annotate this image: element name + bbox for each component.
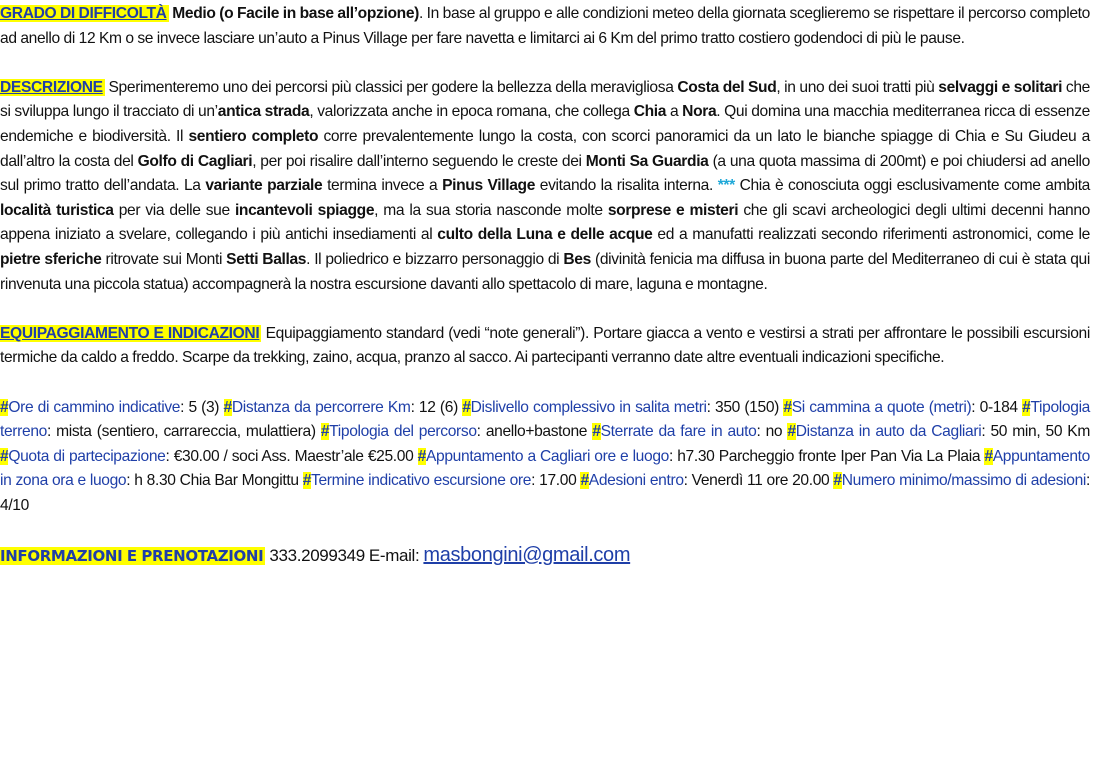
detail-value: : no <box>756 423 788 441</box>
description-stars: *** <box>717 177 735 195</box>
description-text: corre prevalentemente lungo la costa, con scorci panoramici da un lato le bianche spiagge di Chia e Su Giudeu a dall’altro la costa del <box>0 127 1090 170</box>
hash-marker: # <box>223 398 232 416</box>
description-text: a <box>666 103 683 121</box>
description-text: , per poi risalire dall’interno seguendo le creste dei <box>252 152 586 170</box>
info-paragraph <box>0 543 1090 569</box>
detail-label: Numero minimo/massimo di adesioni <box>841 472 1087 490</box>
detail-value: : 50 min, 50 Km <box>981 423 1090 441</box>
description-bold: sentiero completo <box>188 127 319 145</box>
hash-marker: # <box>833 472 842 490</box>
description-body <box>0 79 1090 293</box>
hash-marker: # <box>0 447 9 465</box>
description-text: per via delle sue <box>113 201 235 219</box>
hash-marker: # <box>787 423 796 441</box>
description-paragraph <box>0 76 1090 297</box>
hash-marker: # <box>783 398 792 416</box>
hash-marker: # <box>417 447 426 465</box>
detail-label: Appuntamento a Cagliari ore e luogo <box>425 447 669 465</box>
info-phone: 333.2099349 E-mail: <box>265 546 424 566</box>
description-text: . Il poliedrico e bizzarro personaggio di <box>306 250 564 268</box>
detail-value: : 17.00 <box>531 472 581 490</box>
description-bold: sorprese e misteri <box>607 201 739 219</box>
description-text: (divinità fenicia ma diffusa in buona parte del Mediterraneo di cui è stata qui rinvenuta una piccola statua) accompagnerà la nostra escursione davanti allo spettacolo di mare, laguna e montagne. <box>0 250 1090 293</box>
description-text: , valorizzata anche in epoca romana, che collega <box>309 103 634 121</box>
hash-marker: # <box>1022 398 1031 416</box>
description-bold: Bes <box>563 250 591 268</box>
hash-marker: # <box>462 398 471 416</box>
equipment-paragraph <box>0 322 1090 371</box>
hash-marker: # <box>592 423 601 441</box>
detail-value: : €30.00 / soci Ass. Maestr’ale €25.00 <box>165 447 418 465</box>
detail-value: : mista (sentiero, carrareccia, mulattiera) <box>46 423 321 441</box>
detail-value: : 5 (3) <box>180 398 224 416</box>
description-bold: selvaggi e solitari <box>938 78 1063 96</box>
description-text: Chia è conosciuta oggi esclusivamente come ambita <box>734 177 1091 195</box>
description-text: ed a manufatti realizzati secondo riferimenti astronomici, come le <box>652 226 1090 244</box>
description-text: . Qui domina una macchia mediterranea ricca di essenze endemiche e biodiversità. Il <box>0 103 1090 145</box>
detail-value: : 12 (6) <box>410 398 463 416</box>
description-bold: pietre sferiche <box>0 250 102 268</box>
description-bold: incantevoli spiagge <box>234 201 375 219</box>
description-bold: Setti Ballas <box>226 250 307 268</box>
detail-value: : anello+bastone <box>476 423 593 441</box>
description-text: ritrovate sui Monti <box>101 250 227 268</box>
description-text: che si sviluppa lungo il tracciato di un’ <box>0 78 1090 121</box>
detail-label: Tipologia terreno <box>0 398 1091 441</box>
hash-marker: # <box>0 398 9 416</box>
difficulty-paragraph <box>0 2 1090 51</box>
detail-label: Dislivello complessivo in salita metri <box>470 398 707 416</box>
detail-label: Sterrate da fare in auto <box>600 423 757 441</box>
detail-label: Distanza in auto da Cagliari <box>795 423 982 441</box>
detail-label: Adesioni entro <box>588 472 684 490</box>
detail-label: Ore di cammino indicative <box>8 398 181 416</box>
detail-value: : Venerdì 11 ore 20.00 <box>683 472 834 490</box>
detail-value: : h7.30 Parcheggio fronte Iper Pan Via La Plaia <box>668 447 985 465</box>
detail-value: : h 8.30 Chia Bar Mongittu <box>126 472 303 490</box>
detail-label: Tipologia del percorso <box>329 423 477 441</box>
detail-value: : 4/10 <box>0 472 1091 514</box>
description-text: , ma la sua storia nasconde molte <box>374 201 608 219</box>
description-text: , in uno dei suoi tratti più <box>776 78 939 96</box>
description-text: (a una quota massima di 200mt) e poi chiudersi ad anello sul primo tratto dell’andata. La <box>0 152 1090 195</box>
difficulty-text: . In base al gruppo e alle condizioni meteo della giornata sceglieremo se rispettare il percorso completo ad anello di 12 Km o se invece lasciare un’auto a Pinus Village per fare navetta e limitarci ai 6 Km del primo tratto costiero godendoci di più le pause. <box>0 5 1090 47</box>
description-text: termina invece a <box>322 177 443 195</box>
hash-marker: # <box>320 423 330 441</box>
details-paragraph <box>0 396 1090 519</box>
info-heading: INFORMAZIONI E PRENOTAZIONI <box>0 547 264 566</box>
difficulty-value: Medio (o Facile in base all’opzione) <box>172 5 419 22</box>
equipment-heading: EQUIPAGGIAMENTO E INDICAZIONI <box>0 324 260 342</box>
description-text: Sperimenteremo uno dei percorsi più classici per godere la bellezza della meravigliosa <box>104 78 678 96</box>
hash-marker: # <box>984 447 993 465</box>
detail-label: Quota di partecipazione <box>8 447 166 465</box>
detail-label: Termine indicativo escursione ore <box>311 472 532 490</box>
description-text: evitando la risalita interna. <box>535 177 718 195</box>
email-link[interactable]: masbongini@gmail.com <box>423 544 631 567</box>
detail-value: : 0-184 <box>971 398 1023 416</box>
detail-label: Si cammina a quote (metri) <box>791 398 972 416</box>
description-bold: culto della Luna e delle acque <box>437 226 653 244</box>
description-heading: DESCRIZIONE <box>0 78 103 96</box>
description-bold: Chia <box>633 103 667 121</box>
description-bold: Pinus Village <box>442 177 536 195</box>
description-bold: Golfo di Cagliari <box>137 152 253 170</box>
detail-label: Appuntamento in zona ora e luogo <box>0 447 1090 490</box>
detail-label: Distanza da percorrere Km <box>231 398 411 416</box>
hash-marker: # <box>580 472 589 490</box>
description-bold: antica strada <box>217 103 310 121</box>
description-bold: Costa del Sud <box>677 78 777 96</box>
difficulty-heading: GRADO DI DIFFICOLTÀ <box>0 5 167 22</box>
description-bold: variante parziale <box>205 177 323 195</box>
description-bold: Monti Sa Guardia <box>585 152 709 170</box>
description-bold: località turistica <box>0 201 114 219</box>
detail-value: : 350 (150) <box>706 398 784 416</box>
description-text: che gli scavi archeologici degli ultimi decenni hanno appena iniziato a svelare, collegando i più antichi insediamenti al <box>0 201 1090 244</box>
description-bold: Nora <box>682 103 717 121</box>
hash-marker: # <box>302 472 312 490</box>
equipment-text: Equipaggiamento standard (vedi “note generali”). Portare giacca a vento e vestirsi a strati per affrontare le possibili escursioni termiche da caldo a freddo. Scarpe da trekking, zaino, acqua, pranzo al sacco. Ai partecipanti verranno date altre eventuali indicazioni specifiche. <box>0 324 1090 367</box>
